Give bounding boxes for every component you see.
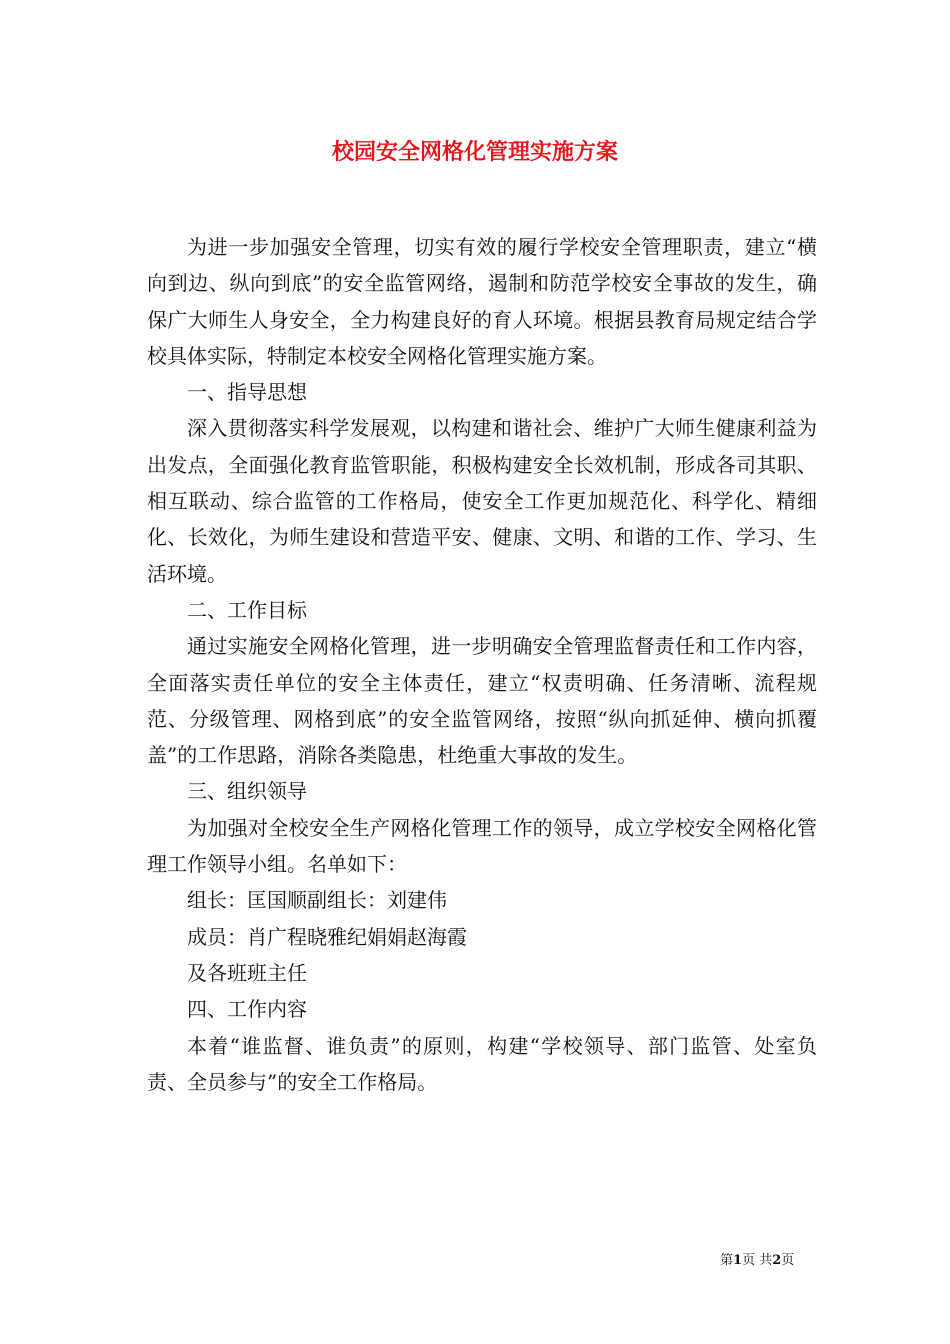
- intro-paragraph: 为进一步加强安全管理，切实有效的履行学校安全管理职责，建立“横向到边、纵向到底”的安全监管网络，遏制和防范学校安全事故的发生，确保广大师生人身安全，全力构建良好的育人环境。根据县教育局规定结合学校具体实际，特制定本校安全网格化管理实施方案。: [147, 235, 817, 368]
- section-heading-organization: 三、组织领导: [187, 779, 307, 804]
- footer-suffix: 页: [781, 1253, 795, 1268]
- members-line: 成员：肖广程晓雅纪娟娟赵海霞: [187, 924, 467, 949]
- guiding-ideology-paragraph: 深入贯彻落实科学发展观，以构建和谐社会、维护广大师生健康利益为出发点，全面强化教育监管职能，积极构建安全长效机制，形成各司其职、相互联动、综合监管的工作格局，使安全工作更加规范化、科学化、精细化、长效化，为师生建设和营造平安、健康、文明、和谐的工作、学习、生活环境。: [147, 416, 817, 586]
- work-goals-paragraph: 通过实施安全网格化管理，进一步明确安全管理监督责任和工作内容，全面落实责任单位的安全主体责任，建立“权责明确、任务清晰、流程规范、分级管理、网格到底”的安全监管网络，按照“纵向抓延伸、横向抓覆盖”的工作思路，消除各类隐患，杜绝重大事故的发生。: [147, 634, 817, 768]
- document-title: 校园安全网格化管理实施方案: [331, 139, 618, 165]
- page-number-footer: [720, 1249, 794, 1268]
- current-page-number: 1: [733, 1253, 743, 1268]
- footer-prefix: 第: [720, 1253, 734, 1268]
- document-body: [147, 229, 817, 1100]
- section-heading-work-content: 四、工作内容: [187, 997, 307, 1022]
- work-content-paragraph: 本着“谁监督、谁负责”的原则，构建“学校领导、部门监管、处室负责、全员参与”的安全工作格局。: [147, 1033, 817, 1094]
- organization-paragraph: 为加强对全校安全生产网格化管理工作的领导，成立学校安全网格化管理工作领导小组。名单如下：: [147, 815, 817, 877]
- leader-line: 组长：匡国顺副组长：刘建伟: [187, 888, 447, 913]
- total-pages-number: 2: [772, 1253, 782, 1268]
- section-heading-work-goals: 二、工作目标: [187, 597, 307, 622]
- footer-middle: 页 共: [742, 1253, 773, 1268]
- class-teachers-line: 及各班班主任: [187, 960, 307, 985]
- section-heading-guiding-ideology: 一、指导思想: [187, 380, 307, 405]
